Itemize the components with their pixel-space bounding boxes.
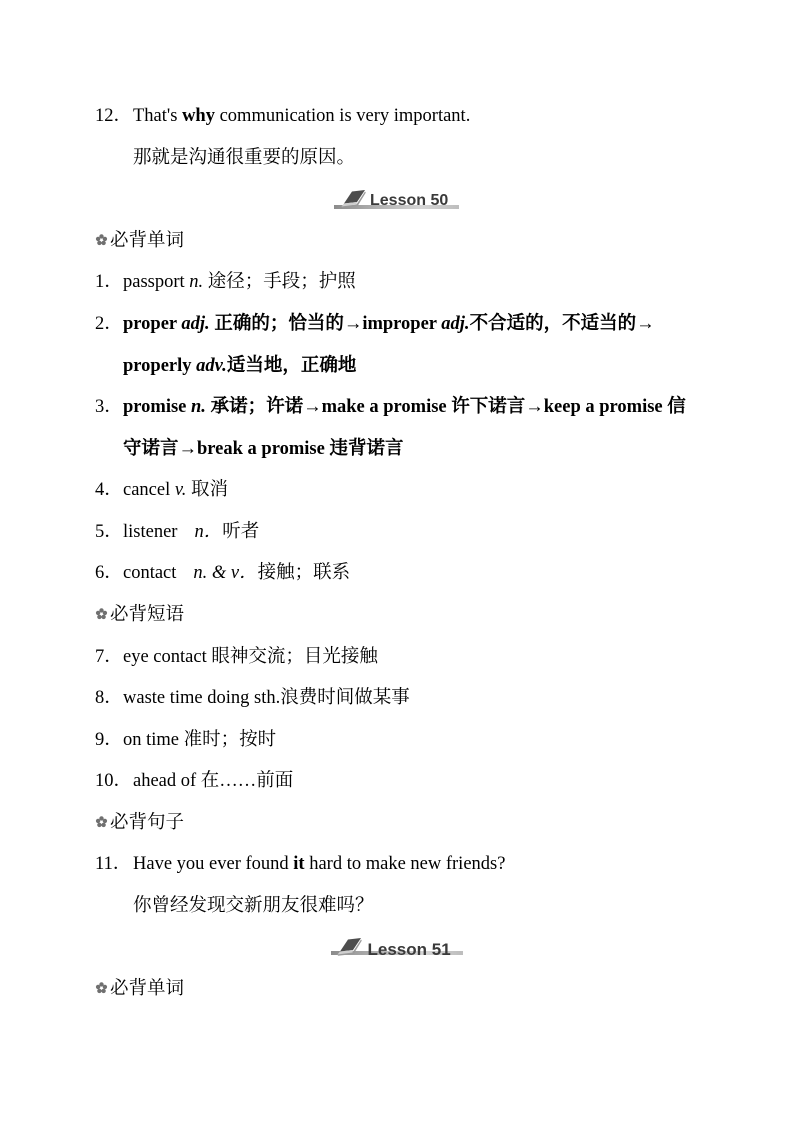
lesson-title: Lesson 51 xyxy=(367,940,451,960)
meaning: 许下诺言 xyxy=(451,397,526,418)
meaning: 眼神交流；目光接触 xyxy=(211,646,378,667)
word: proper xyxy=(123,314,177,334)
sentence-keyword: it xyxy=(293,854,305,875)
part-of-speech: n. xyxy=(189,272,204,293)
flower-icon xyxy=(95,608,108,620)
word-item-4 xyxy=(0,470,793,512)
flower-icon xyxy=(95,816,108,828)
phrase-item-9 xyxy=(0,720,793,762)
meaning: 在……前面 xyxy=(200,771,294,792)
meaning: 准时；按时 xyxy=(183,729,277,750)
arrow: → xyxy=(525,397,544,418)
phrase: break a promise xyxy=(197,438,325,459)
sentence-text-start: That's xyxy=(133,106,183,127)
word: cancel xyxy=(123,480,171,501)
meaning: 不合适的，不适当的 xyxy=(469,314,637,334)
item-number: 1． xyxy=(95,272,123,293)
word-item-2-continued xyxy=(0,346,793,388)
phrase: make a promise xyxy=(321,397,447,418)
sentence-text-end: communication is very important. xyxy=(214,106,471,127)
part-of-speech: n． xyxy=(194,521,223,542)
lesson-50-banner xyxy=(334,179,459,221)
meaning: 承诺；许诺 xyxy=(210,397,304,418)
phrase-item-10 xyxy=(0,761,793,803)
phrase: eye contact xyxy=(123,646,207,667)
word-item-6 xyxy=(0,553,793,595)
meaning: 信 xyxy=(667,397,686,418)
item-number: 5． xyxy=(95,521,123,542)
word: listener xyxy=(123,521,178,542)
book-icon xyxy=(340,189,366,208)
meaning: 途径；手段；护照 xyxy=(207,272,356,293)
word-item-5 xyxy=(0,512,793,554)
word: promise xyxy=(123,397,187,418)
arrow: → xyxy=(343,314,363,334)
word-item-2 xyxy=(0,304,793,346)
item-number: 12． xyxy=(95,106,133,127)
arrow: → xyxy=(636,314,655,334)
phrase: on time xyxy=(123,729,180,750)
item-number: 2． xyxy=(95,314,123,334)
sentence-text-start: Have you ever found xyxy=(133,854,294,875)
meaning: 取消 xyxy=(190,480,228,501)
lesson-51-banner-row xyxy=(0,927,793,969)
sentence-12 xyxy=(0,96,793,138)
part-of-speech: n. xyxy=(191,397,206,418)
page-content xyxy=(0,96,793,1010)
part-of-speech: adv. xyxy=(196,355,227,376)
phrase-item-8 xyxy=(0,678,793,720)
item-number: 11． xyxy=(95,854,132,875)
section-heading-words xyxy=(0,221,793,263)
meaning: 违背诺言 xyxy=(329,438,404,459)
item-number: 8． xyxy=(95,688,123,709)
item-number: 3． xyxy=(95,397,123,418)
meaning: 守诺言 xyxy=(123,438,179,459)
sentence-keyword: why xyxy=(182,106,215,127)
phrase: keep a promise xyxy=(543,397,663,418)
section-heading-phrases xyxy=(0,595,793,637)
meaning: 接触；联系 xyxy=(257,563,351,584)
flower-icon xyxy=(95,234,108,246)
meaning: 听者 xyxy=(222,521,260,542)
section-heading-sentences xyxy=(0,803,793,845)
sentence-text-end: hard to make new friends? xyxy=(304,854,506,875)
word-item-1 xyxy=(0,262,793,304)
arrow: → xyxy=(303,397,322,418)
meaning: 正确的；恰当的 xyxy=(214,314,344,334)
sentence-11-translation xyxy=(0,886,793,928)
lesson-51-banner xyxy=(331,927,463,969)
part-of-speech: adj. xyxy=(181,314,210,334)
word-item-3-continued xyxy=(0,429,793,471)
item-number: 6． xyxy=(95,563,123,584)
part-of-speech: n. & v． xyxy=(193,563,258,584)
phrase: ahead of xyxy=(133,771,197,792)
word-item-3 xyxy=(0,387,793,429)
item-number: 7． xyxy=(95,646,123,667)
section-heading: 必背句子 xyxy=(110,812,185,833)
antonym: improper xyxy=(362,314,437,334)
section-heading: 必背单词 xyxy=(110,979,185,999)
sentence-11 xyxy=(0,844,793,886)
adverb: properly xyxy=(123,355,192,376)
phrase-item-7 xyxy=(0,637,793,679)
section-heading: 必背单词 xyxy=(110,230,185,251)
translation-text: 你曾经发现交新朋友很难吗？ xyxy=(133,895,374,916)
item-number: 9． xyxy=(95,729,123,750)
lesson-50-banner-row xyxy=(0,179,793,221)
translation-text: 那就是沟通很重要的原因。 xyxy=(133,147,356,168)
meaning: 适当地，正确地 xyxy=(226,355,357,376)
arrow: → xyxy=(178,438,198,459)
flower-icon xyxy=(95,982,108,994)
sentence-12-translation xyxy=(0,138,793,180)
item-number: 4． xyxy=(95,480,123,501)
part-of-speech: v. xyxy=(174,480,187,501)
item-number: 10． xyxy=(95,771,133,792)
part-of-speech: adj. xyxy=(441,314,470,334)
lesson-title: Lesson 50 xyxy=(370,192,449,210)
phrase: waste time doing sth. xyxy=(123,688,281,709)
section-heading: 必背短语 xyxy=(110,604,185,625)
meaning: 浪费时间做某事 xyxy=(280,688,410,709)
section-heading-words-51 xyxy=(0,969,793,1011)
book-icon xyxy=(336,937,362,956)
word: passport xyxy=(123,272,185,293)
word: contact xyxy=(123,563,177,584)
